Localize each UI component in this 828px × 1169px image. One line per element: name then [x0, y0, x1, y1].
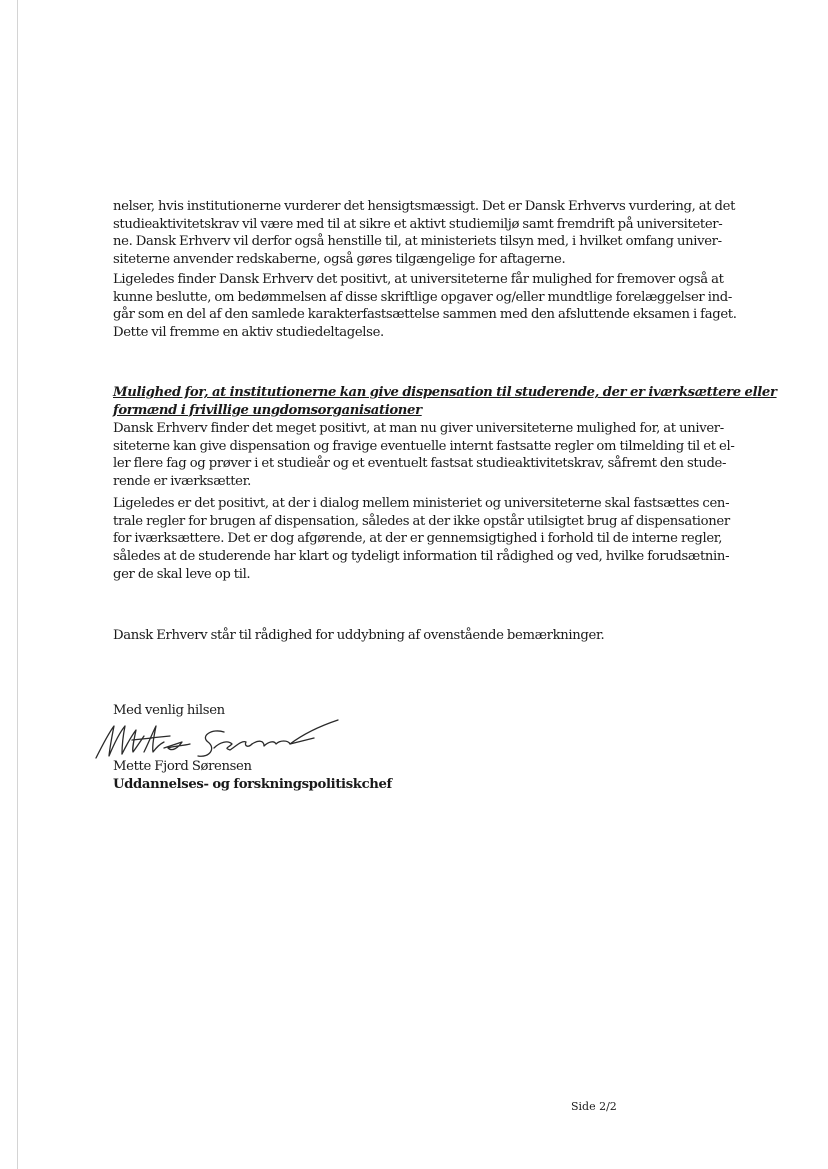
text-line: nelser, hvis institutionerne vurderer det hensigtsmæssigt. Det er Dansk Erhvervs vurdering, at det [113, 199, 736, 214]
text-line: Dansk Erhverv finder det meget positivt, at man nu giver universiteterne mulighed for, at univer- [113, 421, 724, 436]
text-line: ne. Dansk Erhverv vil derfor også henstille til, at ministeriets tilsyn med, i hvilket omfang univer- [113, 234, 722, 250]
section-paragraph-2 [113, 495, 730, 584]
heading-line: Mulighed for, at institutionerne kan give dispensation til studerende, der er iværksættere eller [113, 385, 777, 400]
text-line: for iværksættere. Det er dog afgørende, at der er gennemsigtighed i forhold til de interne regler, [113, 531, 723, 547]
body-paragraph-1 [113, 198, 736, 269]
text-line: siteterne anvender redskaberne, også gøres tilgængelige for aftagerne. [113, 252, 566, 268]
page-edge [17, 0, 18, 1169]
greeting: Med venlig hilsen [113, 703, 225, 718]
page-number: Side 2/2 [571, 1100, 617, 1113]
text-line: således at de studerende har klart og tydeligt information til rådighed og ved, hvilke forudsætnin- [113, 549, 730, 565]
text-line: går som en del af den samlede karakterfastsættelse sammen med den afsluttende eksamen i faget. [113, 307, 737, 323]
text-line: ger de skal leve op til. [113, 566, 251, 582]
text-line: Ligeledes er det positivt, at der i dialog mellem ministeriet og universiteterne skal fastsættes cen- [113, 496, 730, 511]
section-paragraph-1 [113, 420, 735, 491]
text-line: Ligeledes finder Dansk Erhverv det positivt, at universiteterne får mulighed for fremover også at [113, 272, 724, 287]
text-line: trale regler for brugen af dispensation, således at der ikke opstår utilsigtet brug af dispensationer [113, 513, 730, 529]
signer-name: Mette Fjord Sørensen [113, 759, 252, 774]
text-line: siteterne kan give dispensation og fravige eventuelle internt fastsatte regler om tilmelding til et el- [113, 438, 735, 454]
text-line: studieaktivitetskrav vil være med til at sikre et aktivt studiemiljø samt fremdrift på universiteter- [113, 216, 723, 232]
body-paragraph-2 [113, 271, 737, 342]
text-line: ler flere fag og prøver i et studieår og et eventuelt fastsat studieaktivitetskrav, såfremt den stude- [113, 456, 727, 472]
closing-text: Dansk Erhverv står til rådighed for uddybning af ovenstående bemærkninger. [113, 628, 605, 643]
section-heading [113, 384, 777, 419]
heading-line: formænd i frivillige ungdomsorganisationer [113, 402, 422, 418]
closing-paragraph [113, 627, 723, 645]
signer-title: Uddannelses- og forskningspolitiskchef [113, 776, 392, 792]
text-line: kunne beslutte, om bedømmelsen af disse skriftlige opgaver og/eller mundtlige forelæggelser ind- [113, 289, 732, 305]
text-line: Dette vil fremme en aktiv studiedeltagelse. [113, 325, 384, 341]
text-line: rende er iværksætter. [113, 474, 251, 490]
signer-block [113, 758, 723, 793]
